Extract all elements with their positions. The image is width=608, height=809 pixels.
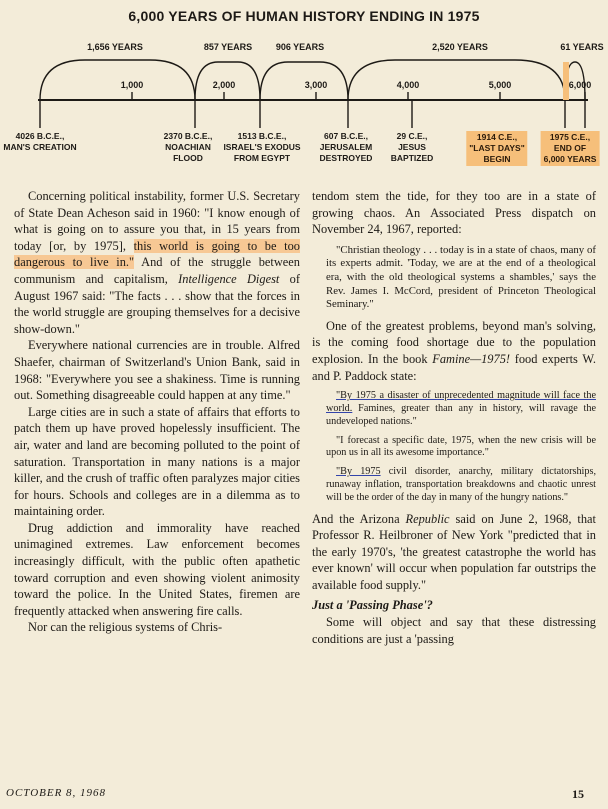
segment-label: 2,520 YEARS bbox=[432, 42, 488, 52]
paragraph: Some will object and say that these distressing conditions are just a 'passing bbox=[312, 615, 596, 646]
section-subheading: Just a 'Passing Phase'? bbox=[312, 598, 433, 613]
event-creation: 4026 B.C.E., MAN'S CREATION bbox=[3, 131, 77, 152]
block-quote: "I forecast a specific date, 1975, when the new crisis will be upon us in all its awesome importance." bbox=[326, 434, 596, 459]
event-exodus: 1513 B.C.E., ISRAEL'S EXODUS FROM EGYPT bbox=[223, 131, 301, 163]
underlined-text: "By 1975 bbox=[336, 466, 381, 478]
event-jesus: 29 C.E., JESUS BAPTIZED bbox=[390, 131, 434, 163]
block-quote: "By 1975 a disaster of unprecedented magnitude will face the world. Famines, greater than any in history, will ravage the undeveloped nations." bbox=[326, 390, 596, 427]
tick-label: 2,000 bbox=[212, 80, 236, 90]
event-jerusalem: 607 B.C.E., JERUSALEM DESTROYED bbox=[319, 131, 373, 163]
event-flood: 2370 B.C.E., NOACHIAN FLOOD bbox=[163, 131, 213, 163]
page-number: 15 bbox=[572, 787, 584, 801]
underlined-text: "By 1975 a disaster of unprecedented magnitude will face the world. bbox=[326, 390, 596, 414]
paragraph: tendom stem the tide, for they too are in a state of growing chaos. An Associated Press dispatch on November 24, 1967, reported: bbox=[312, 189, 596, 237]
segment-label: 1,656 YEARS bbox=[87, 42, 143, 52]
issue-date: OCTOBER 8, 1968 bbox=[6, 787, 107, 799]
paragraph: Nor can the religious systems of Chris- bbox=[28, 620, 223, 635]
left-column bbox=[14, 188, 300, 636]
segment-label: 857 YEARS bbox=[203, 42, 253, 52]
block-quote: "By 1975 civil disorder, anarchy, military dictatorships, runaway inflation, transportation breakdowns and chaotic unrest will be the order of the day in many of the hungry nations." bbox=[326, 466, 596, 503]
page-title: 6,000 YEARS OF HUMAN HISTORY ENDING IN 1975 bbox=[128, 8, 480, 24]
paragraph: Concerning political instability, former U.S. Secretary of State Dean Acheson said in 1960: "I know enough of what is going on to assure you that, in 15 years from today [or, by 1975], this world is going to be too dangerous to live in." And of the struggle between communism and capitalism, Intelligence Digest of August 1967 said: "The facts . . . show that the forces in the world struggle are grouping themselves for a decisive show-down." bbox=[14, 189, 300, 336]
right-column bbox=[312, 188, 596, 647]
tick-label: 5,000 bbox=[488, 80, 512, 90]
tick-label: 4,000 bbox=[396, 80, 420, 90]
paragraph: Large cities are in such a state of affairs that efforts to patch them up have proved hopelessly insufficient. The air, water and land are becoming polluted to the point of saturation. Transportation in many nations is a major killer, and the crush of traffic often paralyzes major cities for hours. Schools and colleges are in a dilemma as to maintaining order. bbox=[14, 404, 300, 519]
event-last-days: 1914 C.E., "LAST DAYS" BEGIN bbox=[466, 131, 527, 166]
paragraph: One of the greatest problems, beyond man's solving, is the coming food shortage due to the population explosion. In the book Famine—1975! food experts W. and P. Paddock state: bbox=[312, 318, 596, 383]
segment-label: 906 YEARS bbox=[275, 42, 325, 52]
tick-label: 3,000 bbox=[304, 80, 328, 90]
tick-label: 1,000 bbox=[120, 80, 144, 90]
tick-label: 6,000 bbox=[568, 80, 592, 90]
block-quote: "Christian theology . . . today is in a state of chaos, many of its experts admit. 'Today, we are at the end of a theological era, with the old theological systems a shambles,' says the Rev. James I. McCord, president of Princeton Theological Seminary." bbox=[326, 243, 596, 311]
paragraph: Drug addiction and immorality have reached unimagined extremes. Law enforcement becomes increasingly difficult, with the public often apathetic toward corruption and even showing violent animosity toward the police. In the United States, firemen are frequently attacked when answering fire calls. bbox=[14, 520, 300, 618]
paragraph: Everywhere national currencies are in trouble. Alfred Shaefer, chairman of Switzerland's Union Bank, said in 1968: "Everywhere you see a shakiness. Time is running out. Something disagreeable could happen at any time." bbox=[14, 338, 300, 403]
segment-label: 61 YEARS bbox=[560, 42, 604, 52]
paragraph: And the Arizona Republic said on June 2, 1968, that Professor R. Heilbroner of New York "predicted that in the early 1970's, 'the greatest catastrophe the world has ever known' will occur when population far outstrips the available food supply." bbox=[312, 511, 596, 592]
highlighted-text: this world is going to be too dangerous to live in." bbox=[14, 238, 300, 270]
event-end: 1975 C.E., END OF 6,000 YEARS bbox=[541, 131, 600, 166]
timeline-chart bbox=[0, 0, 608, 180]
